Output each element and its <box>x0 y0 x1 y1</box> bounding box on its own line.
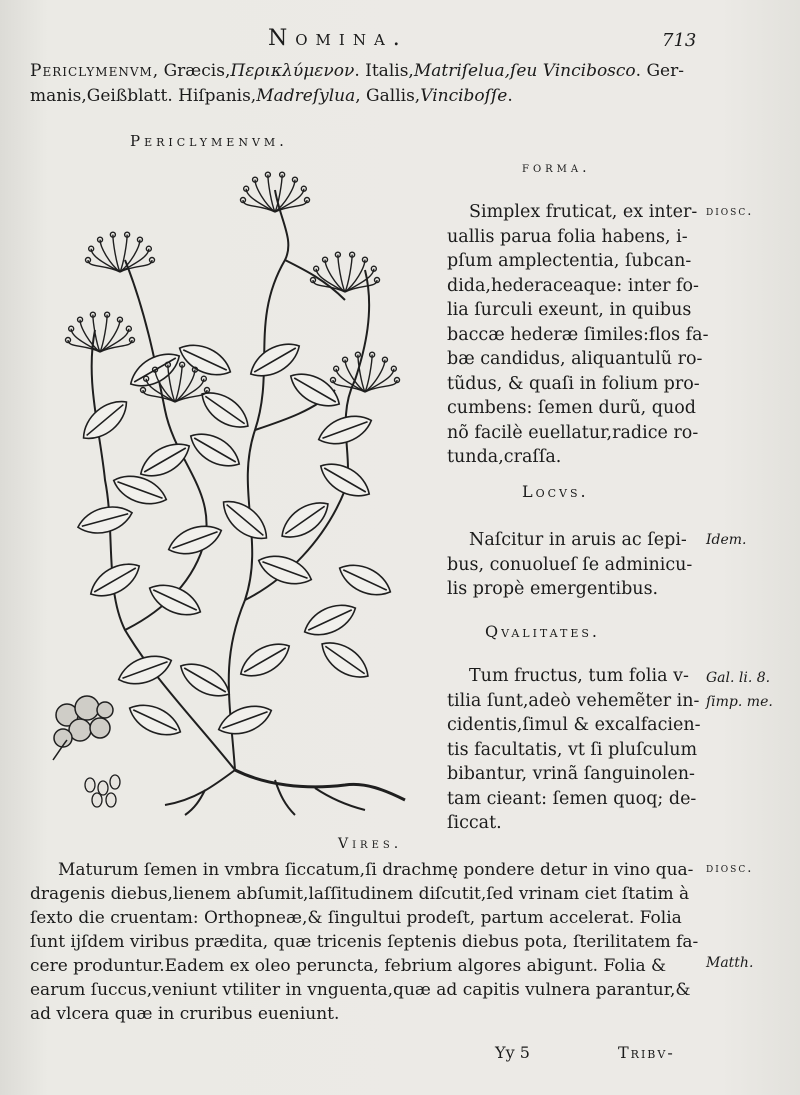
heading-vires: Vires. <box>338 836 403 852</box>
forma-text <box>447 200 709 470</box>
text-line: bæ candidus, aliquantulũ ro- <box>447 349 703 369</box>
margin-note-forma: diosc. <box>706 204 754 219</box>
text-line: tis facultatis, vt ſi pluſculum <box>447 739 698 760</box>
signature-mark: Yy 5 <box>495 1043 530 1062</box>
text-line: bus, conuolueſ ſe adminicu- <box>447 554 693 575</box>
text-line: ſiccat. <box>447 813 502 833</box>
text-line: bibantur, vrinã ſanguinolen- <box>447 764 695 784</box>
leaf <box>135 436 195 485</box>
text-line: uallis parua folia habens, i- <box>447 226 688 247</box>
margin-note-qualitates-2: ſimp. me. <box>706 694 773 710</box>
heading-forma: forma. <box>522 160 591 176</box>
leaf <box>285 366 345 415</box>
text-line: Maturum ſemen in vmbra ſiccatum,ſi drachmę pondere detur in vino qua- <box>58 860 694 880</box>
leaf <box>125 697 186 742</box>
leaf <box>115 649 176 691</box>
nomina-line-1 <box>30 61 684 81</box>
berry-cluster <box>53 696 113 760</box>
vires-text <box>30 858 700 1026</box>
text-line: ſexto die cruentam: Orthopneæ,& ſingultui prodeſt, partum accelerat. Folia <box>30 908 682 928</box>
text-line: pſum amplectentia, ſubcan- <box>447 251 692 271</box>
leaf <box>175 656 235 705</box>
margin-note-qualitates-1: Gal. li. 8. <box>706 670 771 686</box>
text-line: tũdus, & quaſi in folium pro- <box>447 373 700 394</box>
leaf <box>235 636 295 685</box>
heading-qualitates: Qvalitates. <box>485 622 600 641</box>
leaf <box>76 393 134 447</box>
page-number: 713 <box>662 30 697 51</box>
text-line: tam cieant: ſemen quoq; de- <box>447 788 697 809</box>
leaf <box>275 494 335 546</box>
text-line: baccæ hederæ ſimiles:flos fa- <box>447 324 709 345</box>
nomina-line-2 <box>30 86 513 106</box>
leaf <box>145 577 206 622</box>
locus-text <box>447 528 697 602</box>
leaf <box>216 493 274 547</box>
nomina-run: Περικλύμενον <box>230 61 355 81</box>
margin-note-vires-2: Matth. <box>706 955 754 971</box>
margin-note-vires-1: diosc. <box>706 861 754 876</box>
text-line: tilia ſunt,adeò vehemẽter in- <box>447 690 700 711</box>
running-header: Nomina. <box>268 26 408 51</box>
catchword: Tribv- <box>618 1043 675 1062</box>
nomina-run: . <box>507 86 513 106</box>
leaf <box>75 501 135 539</box>
flower-cluster <box>66 312 135 352</box>
leaf <box>195 384 255 436</box>
text-line: cere produntur.Eadem ex oleo peruncta, febrium algores abigunt. Folia & <box>30 956 667 976</box>
leaf <box>185 426 245 475</box>
leaf <box>255 549 316 591</box>
qualitates-text <box>447 664 701 836</box>
text-line: cumbens: ſemen durũ, quod <box>447 398 696 418</box>
seeds <box>85 775 120 807</box>
text-line: Naſcitur in aruis ac ſepi- <box>469 530 687 550</box>
leaf <box>335 557 396 602</box>
nomina-run: manis,Geißblatt. Hiſpanis, <box>30 86 257 106</box>
text-line: ad vlcera quæ in cruribus eueniunt. <box>30 1004 340 1024</box>
leaf <box>315 634 375 686</box>
text-line: Tum fructus, tum folia v- <box>469 666 689 686</box>
nomina-run: Madreſylua <box>256 86 356 106</box>
leaf <box>215 699 276 741</box>
text-line: earum ſuccus,veniunt vtiliter in vnguenta,quæ ad capitis vulnera parantur,& <box>30 980 691 1000</box>
text-line: Simplex fruticat, ex inter- <box>469 202 698 222</box>
leaf <box>300 597 361 642</box>
nomina-run: Matriſelua,ſeu Vincibosco <box>413 61 636 81</box>
margin-note-locus: Idem. <box>706 532 747 548</box>
text-line: lis propè emergentibus. <box>447 579 659 599</box>
text-line: ſunt ijſdem viribus prædita, quæ tricenis ſeptenis diebus pota, ſterilitatem fa- <box>30 932 699 952</box>
nomina-run: , Gallis, <box>355 86 421 106</box>
main-stem <box>229 190 289 770</box>
heading-locus: Locvs. <box>522 482 589 501</box>
text-line: dragenis diebus,lienem abſumit,laſſitudinem diſcutit,ſed vrinam ciet ſtatim à <box>30 884 690 904</box>
leaf <box>315 456 375 505</box>
flower-cluster <box>311 252 380 292</box>
flower-cluster <box>86 232 155 272</box>
nomina-run: Vinciboſſe <box>420 86 508 106</box>
flower-cluster <box>331 352 400 392</box>
honeysuckle-woodcut-illustration <box>45 160 425 820</box>
figure-title: Periclymenvm. <box>130 132 288 150</box>
leaf <box>165 519 226 561</box>
text-line: tunda,craſſa. <box>447 447 562 467</box>
text-line: nõ facilè euellatur,radice ro- <box>447 422 699 443</box>
text-line: lia ſurculi exeunt, in quibus <box>447 300 692 320</box>
nomina-run: . Ger- <box>635 61 684 81</box>
nomina-run: , Græcis, <box>152 61 231 81</box>
text-line: dida,hederaceaque: inter fo- <box>447 275 699 296</box>
nomina-run: Periclymenvm <box>30 61 153 81</box>
text-line: cidentis,ſimul & excalfacien- <box>447 715 701 735</box>
nomina-run: . Italis, <box>354 61 414 81</box>
